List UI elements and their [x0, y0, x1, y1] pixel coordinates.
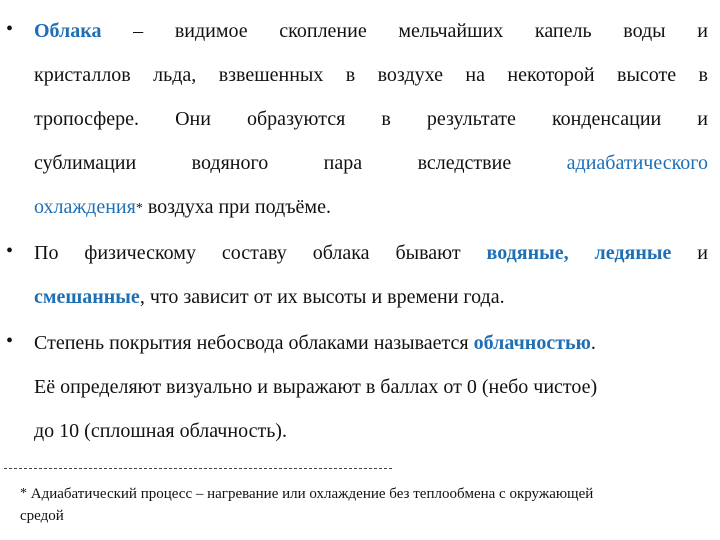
bullet-1: •: [6, 18, 14, 40]
p1-line4: сублимации водяного пара вследствие адиабатического: [34, 152, 708, 174]
p2-line1: По физическому составу облака бывают водяные, ледяные и: [34, 242, 708, 264]
footnote-line1: * Адиабатический процесс – нагревание или охлаждение без теплообмена с окружающей: [20, 486, 594, 502]
p2-line2: смешанные, что зависит от их высоты и времени года.: [34, 286, 505, 308]
term-cooling: охлаждения: [34, 196, 136, 218]
p1-line5: охлаждения* воздуха при подъёме.: [34, 196, 331, 218]
bullet-3: •: [6, 330, 14, 352]
term-mixed: смешанные: [34, 286, 140, 308]
footnote-divider: [4, 468, 392, 469]
bullet-2: •: [6, 240, 14, 262]
term-clouds: Облака: [34, 20, 102, 42]
p3-line3: до 10 (сплошная облачность).: [34, 420, 287, 442]
p1-line1: Облака – видимое скопление мельчайших капель воды и: [34, 20, 708, 42]
p1-line3: тропосфере. Они образуются в результате конденсации и: [34, 108, 708, 130]
p3-line1: Степень покрытия небосвода облаками называется облачностью.: [34, 332, 596, 354]
footnote-line2: средой: [20, 508, 64, 524]
footnote-marker: *: [135, 201, 143, 216]
p3-line2: Её определяют визуально и выражают в баллах от 0 (небо чистое): [34, 376, 598, 398]
term-water: водяные,: [486, 242, 569, 264]
footnote-mark: *: [20, 486, 27, 501]
term-adiabatic: адиабатического: [566, 152, 708, 174]
term-ice: ледяные: [594, 242, 672, 264]
p1-line2: кристаллов льда, взвешенных в воздухе на некоторой высоте в: [34, 64, 708, 86]
term-cloudiness: облачностью: [473, 332, 591, 354]
